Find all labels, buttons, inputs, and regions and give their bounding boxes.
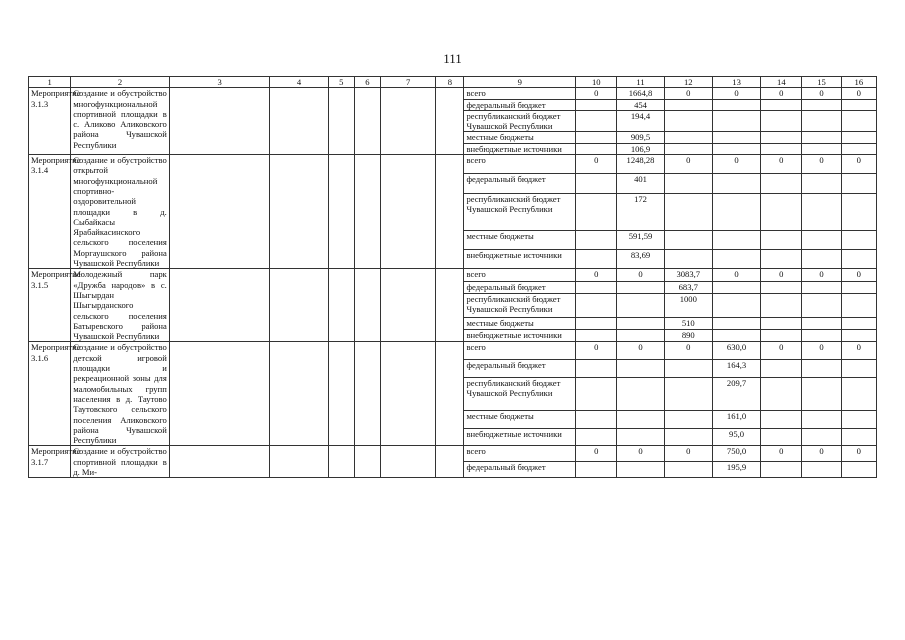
amount-cell — [761, 317, 802, 329]
amount-cell: 0 — [576, 88, 617, 99]
amount-cell — [802, 330, 841, 342]
amount-cell: 0 — [617, 342, 664, 360]
amount-cell: 0 — [841, 446, 876, 462]
amount-cell — [761, 377, 802, 411]
column-header: 5 — [328, 77, 354, 88]
amount-cell — [617, 411, 664, 429]
amount-cell — [841, 250, 876, 269]
amount-cell: 0 — [712, 269, 760, 281]
amount-cell: 0 — [576, 446, 617, 462]
col7-cell — [381, 446, 436, 478]
amount-cell: 510 — [664, 317, 712, 329]
amount-cell: 106,9 — [617, 143, 664, 154]
amount-cell: 0 — [761, 88, 802, 99]
col6-cell — [354, 269, 380, 342]
amount-cell — [712, 193, 760, 230]
amount-cell: 164,3 — [712, 360, 760, 378]
amount-cell — [664, 143, 712, 154]
amount-cell — [712, 330, 760, 342]
amount-cell — [802, 230, 841, 249]
column-header: 10 — [576, 77, 617, 88]
funding-source-cell: федеральный бюджет — [464, 281, 576, 293]
amount-cell — [617, 281, 664, 293]
amount-cell — [761, 360, 802, 378]
column-header: 2 — [71, 77, 170, 88]
amount-cell — [802, 294, 841, 318]
amount-cell — [576, 230, 617, 249]
amount-cell — [664, 462, 712, 478]
amount-cell: 172 — [617, 193, 664, 230]
amount-cell — [802, 110, 841, 132]
amount-cell: 1000 — [664, 294, 712, 318]
amount-cell: 0 — [712, 155, 760, 174]
amount-cell — [802, 132, 841, 143]
funding-source-cell: местные бюджеты — [464, 411, 576, 429]
amount-cell — [761, 99, 802, 110]
amount-cell — [576, 411, 617, 429]
amount-cell: 630,0 — [712, 342, 760, 360]
column-header: 11 — [617, 77, 664, 88]
amount-cell — [576, 330, 617, 342]
amount-cell — [664, 411, 712, 429]
amount-cell: 0 — [802, 88, 841, 99]
amount-cell — [576, 294, 617, 318]
amount-cell: 209,7 — [712, 377, 760, 411]
page-number: 111 — [443, 51, 462, 66]
measure-name-cell: Создание и обустройство открытой многофункциональной спортивно-оздоровительной площадки в д. Сыбайкасы Ярабайкасинского сельского поселения Моргаушского района Чувашской Республики — [71, 155, 170, 269]
amount-cell — [802, 281, 841, 293]
amount-cell — [617, 360, 664, 378]
amount-cell: 0 — [576, 155, 617, 174]
amount-cell: 0 — [802, 155, 841, 174]
amount-cell — [664, 99, 712, 110]
amount-cell — [664, 174, 712, 193]
amount-cell: 0 — [802, 446, 841, 462]
amount-cell — [664, 250, 712, 269]
amount-cell — [576, 193, 617, 230]
funding-source-cell: внебюджетные источники — [464, 330, 576, 342]
table-row — [29, 155, 877, 174]
amount-cell — [841, 294, 876, 318]
amount-cell — [802, 317, 841, 329]
amount-cell — [664, 230, 712, 249]
amount-cell: 0 — [664, 155, 712, 174]
column-header: 7 — [381, 77, 436, 88]
col6-cell — [354, 88, 380, 155]
funding-source-cell: местные бюджеты — [464, 132, 576, 143]
funding-source-cell: всего — [464, 342, 576, 360]
amount-cell — [761, 411, 802, 429]
funding-source-cell: республиканский бюджет Чувашской Республики — [464, 193, 576, 230]
col7-cell — [381, 342, 436, 446]
amount-cell — [576, 462, 617, 478]
amount-cell — [712, 230, 760, 249]
amount-cell: 0 — [761, 269, 802, 281]
amount-cell — [576, 110, 617, 132]
amount-cell: 3083,7 — [664, 269, 712, 281]
funding-source-cell: республиканский бюджет Чувашской Республики — [464, 110, 576, 132]
amount-cell — [841, 377, 876, 411]
funding-source-cell: федеральный бюджет — [464, 99, 576, 110]
amount-cell — [761, 281, 802, 293]
col8-cell — [436, 269, 464, 342]
funding-source-cell: всего — [464, 446, 576, 462]
table-row — [29, 269, 877, 281]
amount-cell — [761, 428, 802, 446]
amount-cell — [841, 99, 876, 110]
amount-cell: 890 — [664, 330, 712, 342]
amount-cell — [841, 143, 876, 154]
amount-cell — [802, 360, 841, 378]
column-header: 15 — [802, 77, 841, 88]
amount-cell — [841, 428, 876, 446]
amount-cell — [841, 317, 876, 329]
col5-cell — [328, 269, 354, 342]
funding-source-cell: внебюджетные источники — [464, 250, 576, 269]
amount-cell — [802, 462, 841, 478]
budget-table — [28, 76, 877, 478]
amount-cell: 0 — [802, 269, 841, 281]
amount-cell: 750,0 — [712, 446, 760, 462]
funding-source-cell: внебюджетные источники — [464, 428, 576, 446]
funding-source-cell: республиканский бюджет Чувашской Республики — [464, 294, 576, 318]
amount-cell: 0 — [664, 342, 712, 360]
amount-cell — [841, 411, 876, 429]
amount-cell: 0 — [841, 342, 876, 360]
col7-cell — [381, 269, 436, 342]
amount-cell — [712, 294, 760, 318]
amount-cell: 1664,8 — [617, 88, 664, 99]
header-row — [29, 77, 877, 88]
amount-cell — [576, 143, 617, 154]
funding-source-cell: федеральный бюджет — [464, 174, 576, 193]
amount-cell: 591,59 — [617, 230, 664, 249]
amount-cell — [761, 143, 802, 154]
amount-cell — [802, 193, 841, 230]
amount-cell — [617, 330, 664, 342]
amount-cell — [761, 250, 802, 269]
column-header: 8 — [436, 77, 464, 88]
amount-cell — [841, 132, 876, 143]
amount-cell — [761, 132, 802, 143]
amount-cell — [664, 193, 712, 230]
table-row — [29, 446, 877, 462]
col3-cell — [169, 88, 270, 155]
amount-cell — [712, 281, 760, 293]
measure-name-cell: Создание и обустройство многофункциональной спортивной площадки в с. Аликово Аликовского района Чувашской Республики — [71, 88, 170, 155]
table-row — [29, 88, 877, 99]
amount-cell: 0 — [802, 342, 841, 360]
col5-cell — [328, 88, 354, 155]
measure-name-cell: Создание и обустройство детской игровой площадки и рекреационной зоны для маломобильных групп населения в д. Таутово Таутовского сельского поселения Аликовского района Чувашской Республики — [71, 342, 170, 446]
amount-cell — [761, 462, 802, 478]
amount-cell — [576, 174, 617, 193]
col8-cell — [436, 155, 464, 269]
funding-source-cell: федеральный бюджет — [464, 462, 576, 478]
amount-cell — [712, 132, 760, 143]
col3-cell — [169, 155, 270, 269]
amount-cell — [576, 250, 617, 269]
amount-cell — [841, 193, 876, 230]
column-header: 6 — [354, 77, 380, 88]
col7-cell — [381, 88, 436, 155]
column-header: 1 — [29, 77, 71, 88]
amount-cell — [761, 174, 802, 193]
amount-cell — [841, 110, 876, 132]
col3-cell — [169, 446, 270, 478]
col8-cell — [436, 88, 464, 155]
amount-cell — [576, 360, 617, 378]
amount-cell — [841, 281, 876, 293]
funding-source-cell: всего — [464, 155, 576, 174]
column-header: 14 — [761, 77, 802, 88]
table-row — [29, 342, 877, 360]
column-header: 3 — [169, 77, 270, 88]
amount-cell — [712, 99, 760, 110]
col4-cell — [270, 269, 328, 342]
amount-cell: 161,0 — [712, 411, 760, 429]
amount-cell — [576, 377, 617, 411]
amount-cell: 683,7 — [664, 281, 712, 293]
funding-source-cell: местные бюджеты — [464, 230, 576, 249]
amount-cell — [802, 99, 841, 110]
amount-cell: 0 — [841, 269, 876, 281]
amount-cell — [841, 230, 876, 249]
amount-cell — [576, 317, 617, 329]
col8-cell — [436, 446, 464, 478]
amount-cell: 0 — [664, 446, 712, 462]
amount-cell — [617, 317, 664, 329]
amount-cell — [761, 230, 802, 249]
amount-cell — [664, 428, 712, 446]
funding-source-cell: местные бюджеты — [464, 317, 576, 329]
column-header: 9 — [464, 77, 576, 88]
amount-cell: 83,69 — [617, 250, 664, 269]
col4-cell — [270, 88, 328, 155]
col8-cell — [436, 342, 464, 446]
amount-cell — [576, 99, 617, 110]
amount-cell — [576, 132, 617, 143]
amount-cell: 454 — [617, 99, 664, 110]
amount-cell: 0 — [664, 88, 712, 99]
col6-cell — [354, 155, 380, 269]
amount-cell — [664, 360, 712, 378]
funding-source-cell: всего — [464, 269, 576, 281]
amount-cell — [802, 411, 841, 429]
measure-name-cell: Создание и обустройство спортивной площадки в д. Ми- — [71, 446, 170, 478]
amount-cell — [761, 193, 802, 230]
col6-cell — [354, 446, 380, 478]
amount-cell — [841, 330, 876, 342]
amount-cell — [802, 428, 841, 446]
amount-cell: 0 — [712, 88, 760, 99]
amount-cell — [576, 281, 617, 293]
amount-cell — [617, 428, 664, 446]
amount-cell: 95,0 — [712, 428, 760, 446]
col3-cell — [169, 342, 270, 446]
column-header: 12 — [664, 77, 712, 88]
col4-cell — [270, 342, 328, 446]
col5-cell — [328, 446, 354, 478]
funding-source-cell: федеральный бюджет — [464, 360, 576, 378]
amount-cell — [761, 294, 802, 318]
amount-cell — [802, 377, 841, 411]
amount-cell: 0 — [576, 342, 617, 360]
amount-cell — [712, 174, 760, 193]
col5-cell — [328, 342, 354, 446]
measure-code-cell: Мероприятие 3.1.5 — [29, 269, 71, 342]
amount-cell: 0 — [761, 155, 802, 174]
amount-cell — [841, 174, 876, 193]
amount-cell: 0 — [576, 269, 617, 281]
amount-cell — [617, 294, 664, 318]
col6-cell — [354, 342, 380, 446]
amount-cell: 0 — [761, 446, 802, 462]
amount-cell — [841, 462, 876, 478]
amount-cell — [802, 143, 841, 154]
amount-cell: 0 — [841, 88, 876, 99]
amount-cell — [802, 174, 841, 193]
amount-cell: 0 — [617, 446, 664, 462]
amount-cell: 909,5 — [617, 132, 664, 143]
amount-cell — [664, 132, 712, 143]
measure-code-cell: Мероприятие 3.1.4 — [29, 155, 71, 269]
amount-cell: 195,9 — [712, 462, 760, 478]
amount-cell — [664, 377, 712, 411]
amount-cell: 401 — [617, 174, 664, 193]
column-header: 13 — [712, 77, 760, 88]
measure-name-cell: Молодежный парк «Дружба народов» в с. Шыгырдан Шыгырданского сельского поселения Батыревского района Чувашской Республики — [71, 269, 170, 342]
funding-source-cell: внебюджетные источники — [464, 143, 576, 154]
amount-cell: 0 — [617, 269, 664, 281]
amount-cell — [576, 428, 617, 446]
amount-cell — [761, 330, 802, 342]
col4-cell — [270, 155, 328, 269]
column-header: 16 — [841, 77, 876, 88]
amount-cell — [712, 143, 760, 154]
col4-cell — [270, 446, 328, 478]
amount-cell — [712, 250, 760, 269]
amount-cell — [802, 250, 841, 269]
amount-cell: 0 — [761, 342, 802, 360]
measure-code-cell: Мероприятие 3.1.7 — [29, 446, 71, 478]
amount-cell — [617, 377, 664, 411]
amount-cell — [841, 360, 876, 378]
col3-cell — [169, 269, 270, 342]
column-header: 4 — [270, 77, 328, 88]
funding-source-cell: всего — [464, 88, 576, 99]
funding-source-cell: республиканский бюджет Чувашской Республики — [464, 377, 576, 411]
amount-cell — [712, 317, 760, 329]
amount-cell: 0 — [841, 155, 876, 174]
amount-cell: 1248,28 — [617, 155, 664, 174]
amount-cell — [761, 110, 802, 132]
amount-cell: 194,4 — [617, 110, 664, 132]
measure-code-cell: Мероприятие 3.1.3 — [29, 88, 71, 155]
col7-cell — [381, 155, 436, 269]
amount-cell — [664, 110, 712, 132]
measure-code-cell: Мероприятие 3.1.6 — [29, 342, 71, 446]
col5-cell — [328, 155, 354, 269]
amount-cell — [617, 462, 664, 478]
amount-cell — [712, 110, 760, 132]
